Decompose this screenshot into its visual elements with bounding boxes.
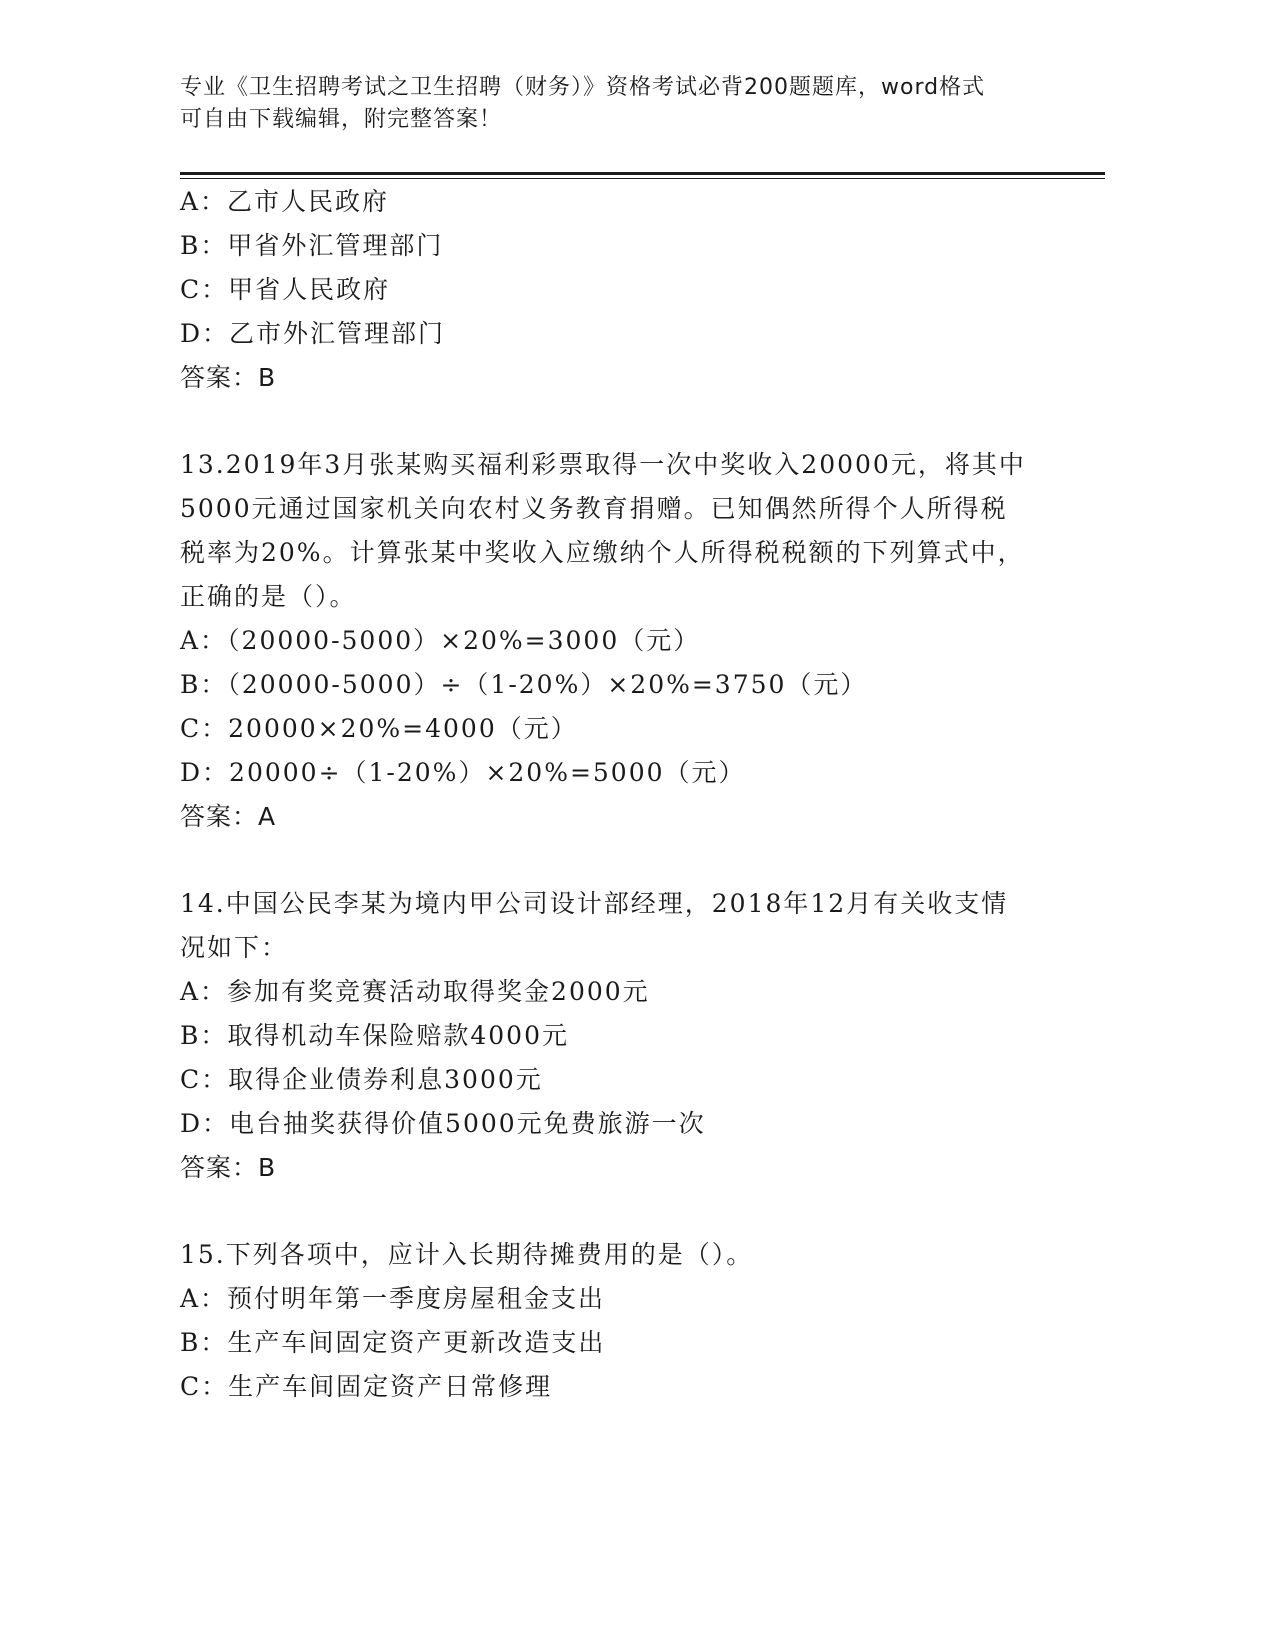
header-title-line-2: 可自由下载编辑，附完整答案！ <box>180 107 503 132</box>
option-b: B：生产车间固定资产更新改造支出 <box>180 1328 606 1357</box>
question-stem-line: 正确的是（）。 <box>180 582 357 611</box>
option-a: A：预付明年第一季度房屋租金支出 <box>180 1284 606 1313</box>
question-stem-line: 5000元通过国家机关向农村义务教育捐赠。已知偶然所得个人所得税 <box>180 494 1008 523</box>
answer: 答案：B <box>180 1153 277 1182</box>
question-stem-line: 税率为20%。计算张某中奖收入应缴纳个人所得税税额的下列算式中， <box>180 538 1025 567</box>
question-14 <box>180 882 1040 1190</box>
question-stem-line: 13.2019年3月张某购买福利彩票取得一次中奖收入20000元，将其中 <box>180 450 1026 479</box>
option-c: C：20000×20%=4000（元） <box>180 714 578 743</box>
question-spacer <box>180 400 1040 443</box>
header-title-line-1: 专业《卫生招聘考试之卫生招聘（财务）》资格考试必背200题题库，word格式 <box>180 75 986 100</box>
option-b: B：甲省外汇管理部门 <box>180 231 444 260</box>
option-d: D：乙市外汇管理部门 <box>180 319 446 348</box>
option-c: C：取得企业债券利息3000元 <box>180 1065 543 1094</box>
option-c: C：甲省人民政府 <box>180 275 391 304</box>
document-header <box>180 72 1060 136</box>
question-12 <box>180 180 1040 400</box>
header-divider-thick <box>180 172 1105 175</box>
option-c: C：生产车间固定资产日常修理 <box>180 1372 553 1401</box>
header-divider-thin <box>180 178 1105 179</box>
question-stem-line: 14.中国公民李某为境内甲公司设计部经理，2018年12月有关收支情 <box>180 889 1009 918</box>
question-stem-line: 况如下： <box>180 933 289 962</box>
question-spacer <box>180 1190 1040 1233</box>
option-b: B：取得机动车保险赔款4000元 <box>180 1021 569 1050</box>
question-spacer <box>180 839 1040 882</box>
question-stem-line: 15.下列各项中，应计入长期待摊费用的是（）。 <box>180 1240 754 1269</box>
question-15 <box>180 1233 1040 1409</box>
answer: 答案：A <box>180 802 277 831</box>
option-d: D：20000÷（1-20%）×20%=5000（元） <box>180 758 746 787</box>
question-13 <box>180 443 1040 839</box>
option-a: A：（20000-5000）×20%=3000（元） <box>180 626 701 655</box>
option-d: D：电台抽奖获得价值5000元免费旅游一次 <box>180 1109 706 1138</box>
option-a: A：乙市人民政府 <box>180 187 390 216</box>
option-a: A：参加有奖竞赛活动取得奖金2000元 <box>180 977 650 1006</box>
option-b: B：（20000-5000）÷（1-20%）×20%=3750（元） <box>180 670 868 699</box>
question-list <box>180 180 1040 1409</box>
answer: 答案：B <box>180 363 277 392</box>
